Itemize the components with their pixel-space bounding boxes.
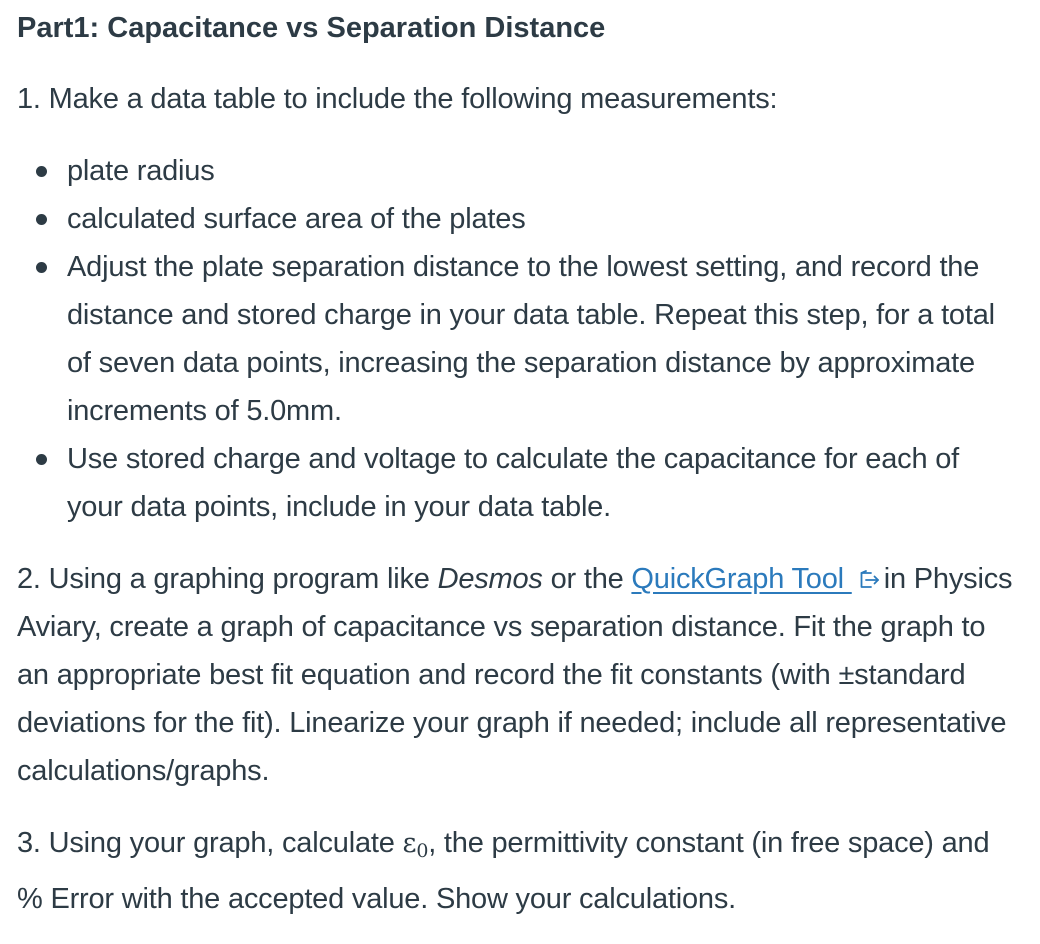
epsilon-zero-symbol: $\varepsilon_0$	[402, 828, 429, 862]
external-link-icon[interactable]	[858, 557, 882, 577]
step-2-text-end: in Physics Aviary, create a graph of capacitance vs separation distance. Fit the graph to an appropriate best fit equation and record the fit constants (with ±standard deviations for the fit). Linearize your graph if needed; include all representative calculations/graphs.	[17, 563, 1013, 787]
step-2-paragraph	[17, 555, 1014, 795]
step-1-intro: 1. Make a data table to include the following measurements:	[17, 83, 778, 115]
list-item: plate radius	[67, 147, 1014, 195]
desmos-name: Desmos	[437, 563, 543, 595]
step-3-paragraph	[17, 819, 1014, 923]
step-3-text-end: , the permittivity constant (in free space) and % Error with the accepted value. Show your calculations.	[17, 827, 990, 915]
quickgraph-tool-link[interactable]: QuickGraph Tool	[631, 563, 852, 595]
list-item: calculated surface area of the plates	[67, 195, 1014, 243]
step-2-text-start: 2. Using a graphing program like	[17, 563, 438, 595]
measurement-list	[17, 147, 1014, 531]
list-item: Use stored charge and voltage to calculate the capacitance for each of your data points, include in your data table.	[67, 435, 1014, 531]
page-title: Part1: Capacitance vs Separation Distance	[17, 12, 606, 44]
step-3-text-start: 3. Using your graph, calculate	[17, 827, 403, 859]
list-item: Adjust the plate separation distance to the lowest setting, and record the distance and stored charge in your data table. Repeat this step, for a total of seven data points, increasing the separation distance by approximate increments of 5.0mm.	[67, 243, 1014, 435]
step-2-text-mid: or the	[542, 563, 632, 595]
